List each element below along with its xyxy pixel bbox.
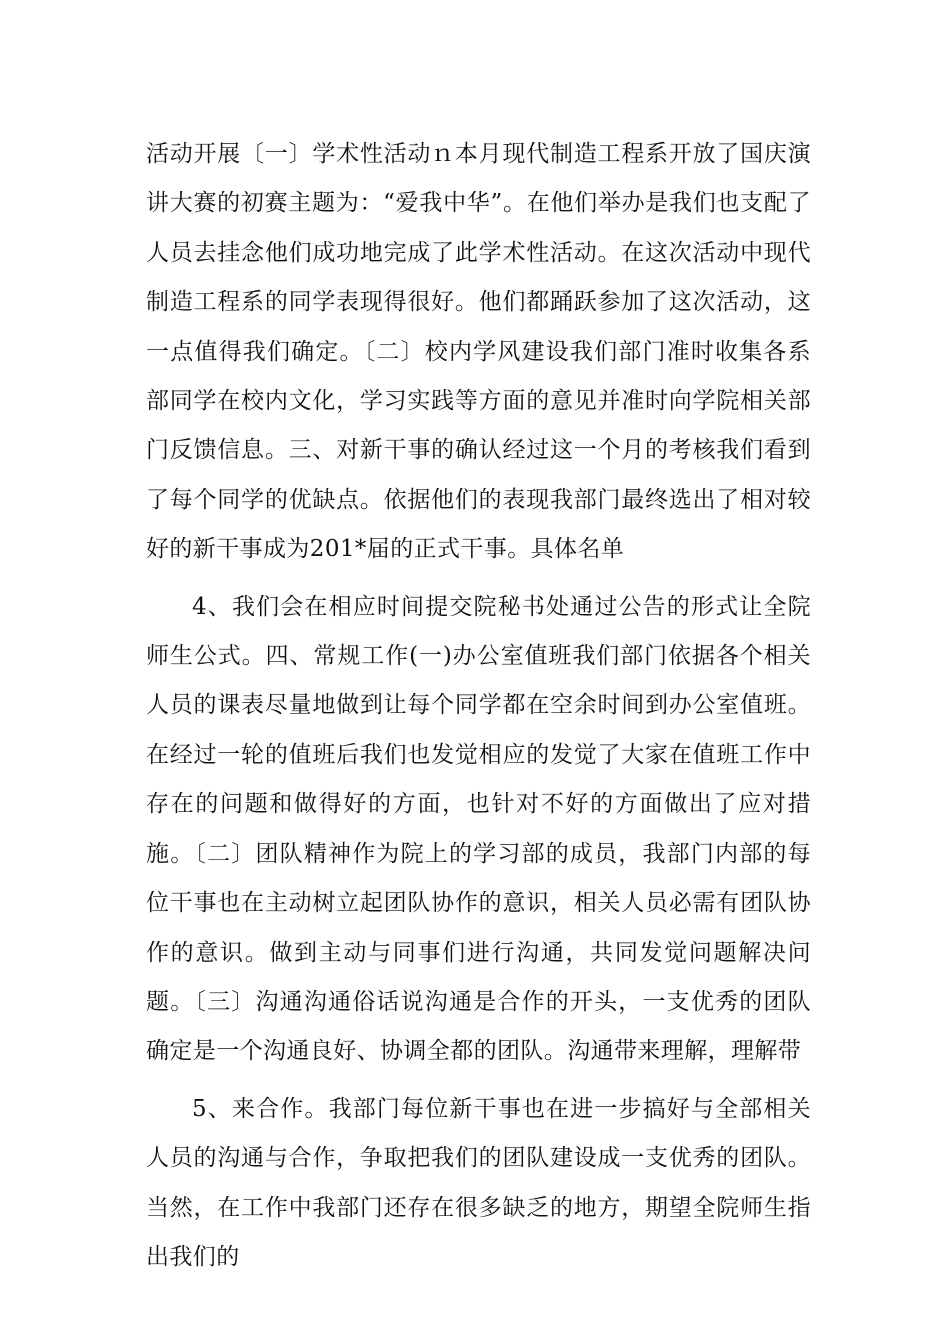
- paragraph-item-5: 5、来合作。我部门每位新干事也在进一步搞好与全部相关人员的沟通与合作，争取把我们的团队建设成一支优秀的团队。当然，在工作中我部门还存在很多缺乏的地方，期望全院师生指出我们的: [146, 1095, 811, 1270]
- document-body: [146, 130, 811, 1282]
- paragraph-item-4: 4、我们会在相应时间提交院秘书处通过公告的形式让全院师生公式。四、常规工作(一)办公室值班我们部门依据各个相关人员的课表尽量地做到让每个同学都在空余时间到办公室值班。在经过一轮的值班后我们也发觉相应的发觉了大家在值班工作中存在的问题和做得好的方面，也针对不好的方面做出了应对措施。〔二〕团队精神作为院上的学习部的成员，我部门内部的每位干事也在主动树立起团队协作的意识，相关人员必需有团队协作的意识。做到主动与同事们进行沟通，共同发觉问题解决问题。〔三〕沟通沟通俗话说沟通是合作的开头，一支优秀的团队确定是一个沟通良好、协调全都的团队。沟通带来理解，理解带: [146, 593, 811, 1065]
- paragraph-activities: 活动开展〔一〕学术性活动ｎ本月现代制造工程系开放了国庆演讲大赛的初赛主题为：“爱我中华”。在他们举办是我们也支配了人员去挂念他们成功地完成了此学术性活动。在这次活动中现代制造工程系的同学表现得很好。他们都踊跃参加了这次活动，这一点值得我们确定。〔二〕校内学风建设我们部门准时收集各系部同学在校内文化，学习实践等方面的意见并准时向学院相关部门反馈信息。三、对新干事的确认经过这一个月的考核我们看到了每个同学的优缺点。依据他们的表现我部门最终选出了相对较好的新干事成为201*届的正式干事。具体名单: [146, 141, 811, 563]
